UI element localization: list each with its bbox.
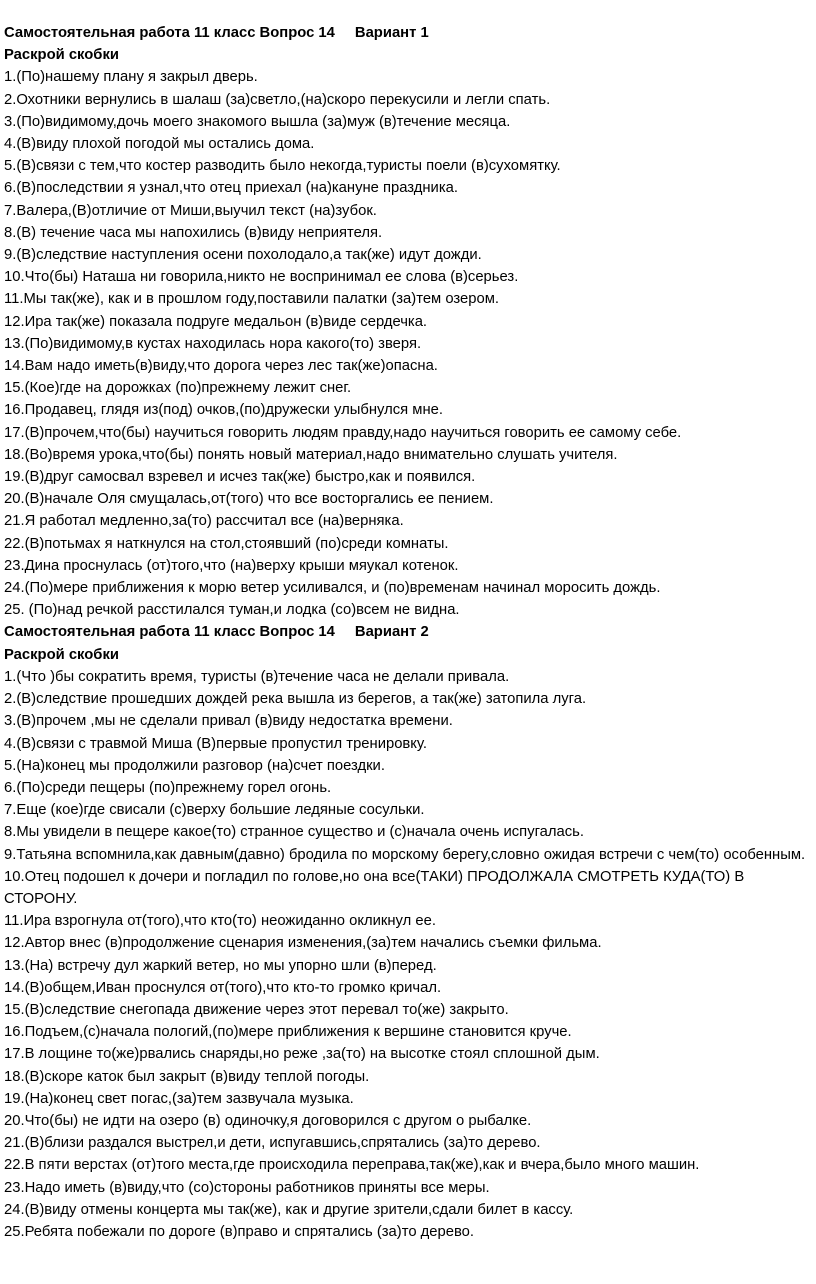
list-item: 24.(По)мере приближения к морю ветер усиливался, и (по)временам начинал моросить дождь. [4,580,661,597]
list-item: 25.Ребята побежали по дороге (в)право и спрятались (за)то дерево. [4,1223,475,1240]
list-item: 24.(В)виду отмены концерта мы так(же), как и другие зрители,сдали билет в кассу. [4,1201,574,1218]
list-item: 17.(В)прочем,что(бы) научиться говорить людям правду,надо научиться говорить ее самому себе. [4,424,682,441]
variant-2-title-text: Самостоятельная работа 11 класс Вопрос 14 [4,624,335,641]
variant-2-list [4,666,810,1243]
list-item: 23.Дина проснулась (от)того,что (на)верху крыши мяукал котенок. [4,557,459,574]
variant-2-label: Вариант 2 [354,624,429,641]
list-item: 25. (По)над речкой расстилался туман,и лодка (со)всем не видна. [4,602,460,619]
variant-2-title [4,621,810,643]
list-item: 12.Ира так(же) показала подруге медальон (в)виде сердечка. [4,313,428,330]
variant-1-list [4,66,810,621]
list-item: 9.Татьяна вспомнила,как давным(давно) бродила по морскому берегу,словно ожидая встречи с чем(то) особенным. [4,846,806,863]
list-item: 14.Вам надо иметь(в)виду,что дорога через лес так(же)опасна. [4,358,438,375]
list-item: 1.(Что )бы сократить время, туристы (в)течение часа не делали привала. [4,668,510,685]
list-item: 9.(В)следствие наступления осени похолодало,а так(же) идут дожди. [4,247,482,264]
variant-1-title-text: Самостоятельная работа 11 класс Вопрос 14 [4,25,335,41]
list-item: 2.(В)следствие прошедших дождей река вышла из берегов, а так(же) затопила луга. [4,691,587,708]
list-item: 19.(В)друг самосвал взревел и исчез так(же) быстро,как и появился. [4,469,476,486]
list-item: 5.(В)связи с тем,что костер разводить было некогда,туристы поели (в)сухомятку. [4,158,561,175]
list-item: 4.(В)связи с травмой Миша (В)первые пропустил тренировку. [4,735,427,752]
list-item: 16.Продавец, глядя из(под) очков,(по)дружески улыбнулся мне. [4,402,443,419]
list-item: 15.(Кое)где на дорожках (по)прежнему лежит снег. [4,380,352,397]
variant-1-title [4,22,810,44]
list-item: 3.(По)видимому,дочь моего знакомого вышла (за)муж (в)течение месяца. [4,113,511,130]
list-item: 18.(В)скоре каток был закрыт (в)виду теплой погоды. [4,1068,370,1085]
list-item: 12.Автор внес (в)продолжение сценария изменения,(за)тем начались съемки фильма. [4,935,602,952]
list-item: 16.Подъем,(с)начала пологий,(по)мере приближения к вершине становится круче. [4,1024,572,1041]
list-item: 4.(В)виду плохой погодой мы остались дома. [4,136,315,153]
list-item: 5.(На)конец мы продолжили разговор (на)счет поездки. [4,757,385,774]
list-item: 14.(В)общем,Иван проснулся от(того),что кто-то громко кричал. [4,979,442,996]
list-item: 10.Отец подошел к дочери и погладил по голове,но она все(ТАКИ) ПРОДОЛЖАЛА СМОТРЕТЬ КУДА(ТО) В СТОРОНУ. [4,868,745,907]
list-item: 11.Ира взрогнула от(того),что кто(то) неожиданно окликнул ее. [4,913,436,930]
list-item: 20.(В)начале Оля смущалась,от(того) что все восторгались ее пением. [4,491,494,508]
list-item: 8.(В) течение часа мы напохились (в)виду неприятеля. [4,224,383,241]
list-item: 13.(По)видимому,в кустах находилась нора какого(то) зверя. [4,335,422,352]
list-item: 22.(В)потьмах я наткнулся на стол,стоявший (по)среди комнаты. [4,535,449,552]
list-item: 2.Охотники вернулись в шалаш (за)светло,(на)скоро перекусили и легли спать. [4,91,551,108]
list-item: 19.(На)конец свет погас,(за)тем зазвучала музыка. [4,1090,354,1107]
list-item: 10.Что(бы) Наташа ни говорила,никто не воспринимал ее слова (в)серьез. [4,269,519,286]
variant-2-section [4,621,810,1243]
list-item: 6.(В)последствии я узнал,что отец приехал (на)кануне праздника. [4,180,458,197]
list-item: 8.Мы увидели в пещере какое(то) странное существо и (с)начала очень испугалась. [4,824,584,841]
list-item: 20.Что(бы) не идти на озеро (в) одиночку,я договорился с другом о рыбалке. [4,1112,532,1129]
variant-1-section [4,22,810,621]
list-item: 21.(В)близи раздался выстрел,и дети, испугавшись,спрятались (за)то дерево. [4,1135,541,1152]
list-item: 21.Я работал медленно,за(то) рассчитал все (на)верняка. [4,513,404,530]
list-item: 6.(По)среди пещеры (по)прежнему горел огонь. [4,779,332,796]
list-item: 13.(На) встречу дул жаркий ветер, но мы упорно шли (в)перед. [4,957,437,974]
list-item: 3.(В)прочем ,мы не сделали привал (в)виду недостатка времени. [4,713,453,730]
list-item: 17.В лощине то(же)рвались снаряды,но реже ,за(то) на высотке стоял сплошной дым. [4,1046,600,1063]
list-item: 23.Надо иметь (в)виду,что (со)стороны работников приняты все меры. [4,1179,490,1196]
list-item: 7.Валера,(В)отличие от Миши,выучил текст (на)зубок. [4,202,377,219]
variant-1-label: Вариант 1 [354,25,429,41]
list-item: 7.Еще (кое)где свисали (с)верху большие ледяные сосульки. [4,802,425,819]
list-item: 11.Мы так(же), как и в прошлом году,поставили палатки (за)тем озером. [4,291,499,308]
list-item: 15.(В)следствие снегопада движение через этот перевал то(же) закрыто. [4,1001,509,1018]
list-item: 18.(Во)время урока,что(бы) понять новый материал,надо внимательно слушать учителя. [4,446,618,463]
variant-2-subtitle: Раскрой скобки [4,646,119,663]
list-item: 1.(По)нашему плану я закрыл дверь. [4,69,258,86]
variant-1-subtitle: Раскрой скобки [4,47,119,64]
list-item: 22.В пяти верстах (от)того места,где происходила переправа,так(же),как и вчера,было много машин. [4,1157,700,1174]
